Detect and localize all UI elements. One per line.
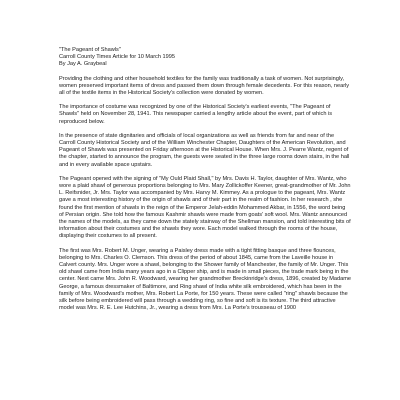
article-source: Carroll County Times Article for 10 March 1995: [59, 54, 175, 61]
paragraph-importance: The importance of costume was recognized by one of the Historical Society's earliest events, "The Pageant of Shawls" held on November 28, 1941. This newspaper carried a lengthy article about the event, part of which is reproduced below.: [59, 104, 333, 125]
paragraph-intro: Providing the clothing and other household textiles for the family was traditionally a task of women. Not surprisingly, women preserved important items of dress and passed them down through female decedents. For this reason, nearly all of the textile items in the Historical Society's collection were donated by women.: [59, 75, 350, 97]
paragraph-pageant-opening: The Pageant opened with the signing of "My Ould Plaid Shall," by Mrs. Davis H. Taylor, daughter of Mrs. Wantz, who wore a plaid shawl of generous proportions belonging to Mrs. Mary Zollickoffer Keener, great-grandmother of Mr. John L. Reifsnider, Jr. Mrs. Taylor was accompanied by Mrs. Harvy M. Kimmey. As a prologue to the pageant, Mrs. Wantz gave a most interesting history of the origin of shawls and of their part in the realm of fashion. In her research , she found the first mention of shawls in the reign of the Emperor Jelah-eddin Mohammed Akbar, in 1556, the word being of Persian origin. She told how the famous Kashmir shawls were made from goats' soft wool. Mrs. Wantz announced the names of the models, as they came down the stately stairway of the Shellman mansion, and told interesting bits of information about their costumes and the shawls they wore. Each model walked through the rooms of the house, displaying their costumes to all present.: [59, 175, 351, 240]
paragraph-presence: In the presence of state dignitaries and officials of local organizations as well as friends from far and near of the Carroll County Historical Society and of the William Winchester Chapter, Daughters of the American Revolution, and Pageant of Shawls was presented on Friday afternoon at the Historical House. When Mrs. J. Pearre Wantz, regent of the chapter, started to announce the program, the guests were seated in the three large rooms down stairs, in the hall and in every available space upstairs.: [59, 132, 350, 168]
article-byline: By Jay A. Graybeal: [59, 61, 107, 68]
article-title: "The Pageant of Shawls": [59, 47, 121, 53]
article-header: [59, 47, 351, 69]
paragraph-models: The first was Mrs. Robert M. Unger, wearing a Paisley dress made with a tight fitting basque and three flounces, belonging to Mrs. Charles O. Clemson. This dress of the period of about 1845, came from the Laveille house in Calvert county. Mrs. Unger wore a shawl, belonging to the Shower family of Manchester, the family of Mr. Unger. This old shawl came from India many years ago in a Clipper ship, and is made in small pieces, the trade mark being in the center. Next came Mrs. John R. Woodward, wearing her grandmother Breckinridge's dress, 1896, created by Madame George, a famous dressmaker of Baltimore, and Ring shawl of India white silk embroidered, which has been in the family of Mrs. Woodward's mother, Mrs. Robert La Porte, for 150 years. These were called "ring" shawls because the silk before being embroidered will pass through a wedding ring, so fine and soft is its texture. The third attractive model was Mrs. R. E. Lee Hutchins, Jr., wearing a dress from Mrs. La Porte's trousseau of 1900: [59, 247, 351, 312]
document-page: [59, 47, 351, 313]
